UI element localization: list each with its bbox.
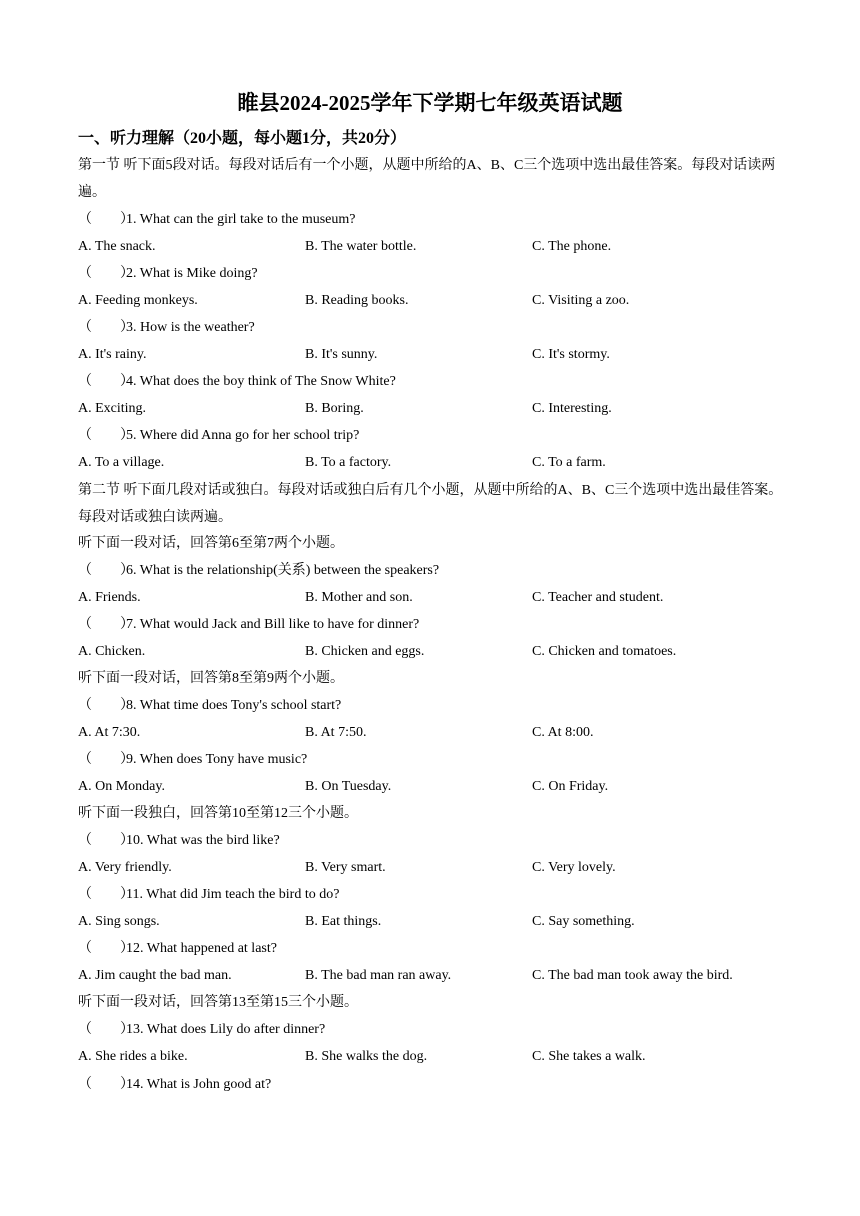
answer-bracket: （ ） xyxy=(78,320,134,335)
option-a: A. At 7:30. xyxy=(78,725,141,740)
question-13 xyxy=(78,1020,325,1040)
option-b: B. Boring. xyxy=(305,401,364,416)
section-heading: 一、听力理解（20小题，每小题1分，共20分） xyxy=(78,130,407,147)
group-note: 听下面一段对话，回答第13至第15三个小题。 xyxy=(78,995,358,1010)
answer-bracket: （ ） xyxy=(78,563,134,578)
option-c: C. The bad man took away the bird. xyxy=(532,968,733,983)
answer-bracket: （ ） xyxy=(78,941,134,956)
option-b: B. At 7:50. xyxy=(305,725,367,740)
answer-bracket: （ ） xyxy=(78,698,134,713)
question-11 xyxy=(78,885,339,905)
option-c: C. Chicken and tomatoes. xyxy=(532,644,677,659)
question-text: 5. Where did Anna go for her school trip? xyxy=(126,428,360,443)
option-b: B. On Tuesday. xyxy=(305,779,392,794)
part1-instructions: 第一节 听下面5段对话。每段对话后有一个小题，从题中所给的A、B、C三个选项中选出最佳答案。每段对话读两遍。 xyxy=(78,158,776,200)
answer-bracket: （ ） xyxy=(78,887,134,902)
group-note: 听下面一段独白，回答第10至第12三个小题。 xyxy=(78,806,358,821)
option-b: B. Reading books. xyxy=(305,293,409,308)
option-a: A. Chicken. xyxy=(78,644,146,659)
option-b: B. The bad man ran away. xyxy=(305,968,452,983)
question-text: 13. What does Lily do after dinner? xyxy=(126,1022,326,1037)
option-b: B. It's sunny. xyxy=(305,347,378,362)
page-title: 睢县2024-2025学年下学期七年级英语试题 xyxy=(237,91,623,115)
option-a: A. Exciting. xyxy=(78,401,147,416)
question-14 xyxy=(78,1075,271,1095)
question-10 xyxy=(78,831,280,851)
option-c: C. On Friday. xyxy=(532,779,609,794)
question-text: 9. When does Tony have music? xyxy=(126,752,308,767)
option-c: C. At 8:00. xyxy=(532,725,594,740)
option-b: B. Chicken and eggs. xyxy=(305,644,425,659)
option-c: C. Teacher and student. xyxy=(532,590,664,605)
question-text: 8. What time does Tony's school start? xyxy=(126,698,342,713)
answer-bracket: （ ） xyxy=(78,266,134,281)
answer-bracket: （ ） xyxy=(78,1077,134,1092)
option-a: A. Friends. xyxy=(78,590,141,605)
option-c: C. She takes a walk. xyxy=(532,1049,646,1064)
option-a: A. Sing songs. xyxy=(78,914,160,929)
option-b: B. The water bottle. xyxy=(305,239,417,254)
question-text: 7. What would Jack and Bill like to have for dinner? xyxy=(126,617,420,632)
option-a: A. To a village. xyxy=(78,455,165,470)
answer-bracket: （ ） xyxy=(78,1022,134,1037)
question-text: 11. What did Jim teach the bird to do? xyxy=(126,887,340,902)
option-b: B. Mother and son. xyxy=(305,590,413,605)
question-3 xyxy=(78,318,255,338)
question-8 xyxy=(78,696,341,716)
group-note: 听下面一段对话，回答第6至第7两个小题。 xyxy=(78,536,344,551)
group-note: 听下面一段对话，回答第8至第9两个小题。 xyxy=(78,671,344,686)
option-c: C. Interesting. xyxy=(532,401,612,416)
option-c: C. The phone. xyxy=(532,239,612,254)
option-a: A. Jim caught the bad man. xyxy=(78,968,232,983)
option-b: B. She walks the dog. xyxy=(305,1049,428,1064)
answer-bracket: （ ） xyxy=(78,212,134,227)
question-text: 6. What is the relationship(关系) between the speakers? xyxy=(126,563,440,578)
answer-bracket: （ ） xyxy=(78,752,134,767)
option-a: A. It's rainy. xyxy=(78,347,147,362)
question-text: 1. What can the girl take to the museum? xyxy=(126,212,356,227)
answer-bracket: （ ） xyxy=(78,428,134,443)
option-a: A. Feeding monkeys. xyxy=(78,293,198,308)
question-text: 12. What happened at last? xyxy=(126,941,277,956)
option-b: B. Eat things. xyxy=(305,914,382,929)
option-c: C. It's stormy. xyxy=(532,347,610,362)
question-text: 3. How is the weather? xyxy=(126,320,255,335)
question-1 xyxy=(78,210,356,230)
option-b: B. To a factory. xyxy=(305,455,392,470)
answer-bracket: （ ） xyxy=(78,617,134,632)
question-9 xyxy=(78,750,307,770)
option-c: C. Visiting a zoo. xyxy=(532,293,630,308)
answer-bracket: （ ） xyxy=(78,374,134,389)
option-b: B. Very smart. xyxy=(305,860,386,875)
question-7 xyxy=(78,615,419,635)
part2-instructions: 第二节 听下面几段对话或独白。每段对话或独白后有几个小题，从题中所给的A、B、C三个选项中选出最佳答案。每段对话或独白读两遍。 xyxy=(78,483,783,525)
question-text: 2. What is Mike doing? xyxy=(126,266,258,281)
option-a: A. The snack. xyxy=(78,239,156,254)
option-a: A. On Monday. xyxy=(78,779,165,794)
question-12 xyxy=(78,939,277,959)
question-text: 4. What does the boy think of The Snow White? xyxy=(126,374,396,389)
question-6 xyxy=(78,561,439,581)
question-2 xyxy=(78,264,258,284)
option-a: A. Very friendly. xyxy=(78,860,172,875)
answer-bracket: （ ） xyxy=(78,833,134,848)
option-c: C. To a farm. xyxy=(532,455,606,470)
question-4 xyxy=(78,372,396,392)
question-text: 14. What is John good at? xyxy=(126,1077,272,1092)
question-text: 10. What was the bird like? xyxy=(126,833,280,848)
option-a: A. She rides a bike. xyxy=(78,1049,188,1064)
question-5 xyxy=(78,426,359,446)
option-c: C. Very lovely. xyxy=(532,860,616,875)
option-c: C. Say something. xyxy=(532,914,635,929)
